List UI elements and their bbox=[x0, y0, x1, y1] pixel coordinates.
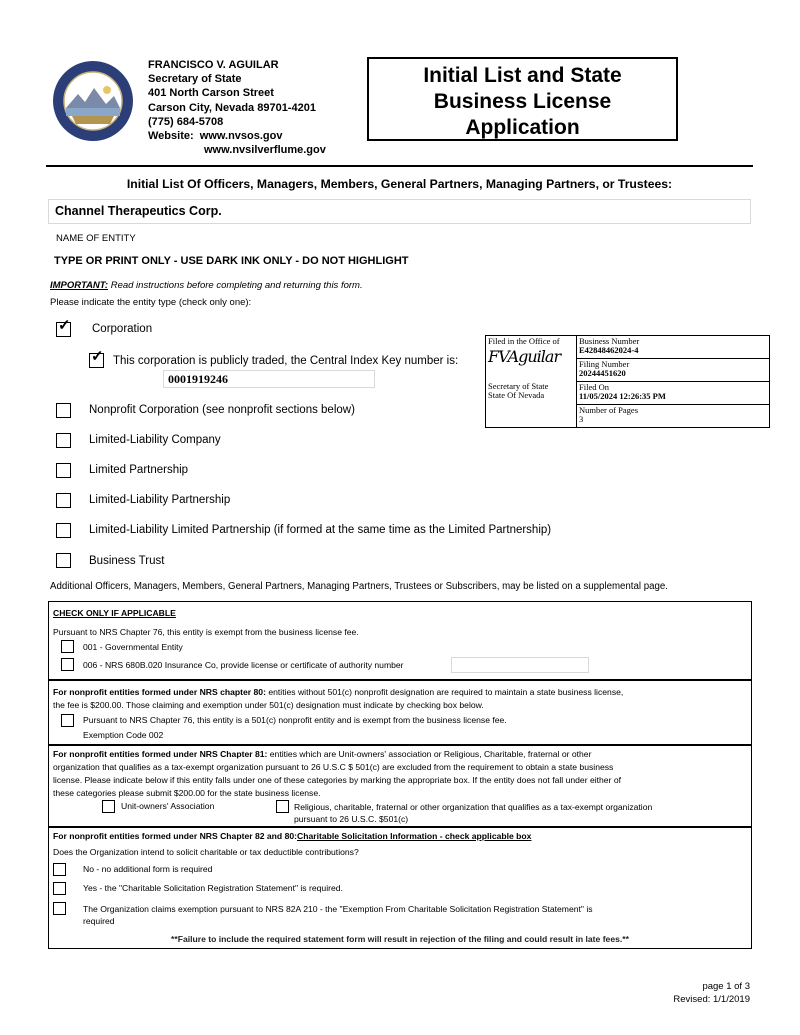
exempt-006-label: 006 - NRS 680B.020 Insurance Co, provide license or certificate of authority number bbox=[83, 660, 404, 670]
cik-value: 0001919246 bbox=[168, 372, 228, 386]
nonprofit-label: Nonprofit Corporation (see nonprofit sections below) bbox=[89, 404, 355, 416]
entity-name-label: NAME OF ENTITY bbox=[56, 233, 136, 244]
stamp-pages-label: Number of Pages bbox=[579, 405, 639, 415]
stamp-signature: FVAguilar bbox=[488, 346, 561, 366]
address-line2: Carson City, Nevada 89701-4201 bbox=[148, 101, 316, 114]
website-link-1[interactable]: www.nvsos.gov bbox=[199, 130, 283, 143]
entity-name-value: Channel Therapeutics Corp. bbox=[55, 204, 222, 218]
revised-date: Revised: 1/1/2019 bbox=[673, 994, 750, 1005]
business-trust-checkbox[interactable] bbox=[56, 553, 71, 568]
nonprofit80-option: Pursuant to NRS Chapter 76, this entity is a 501(c) nonprofit entity and is exempt from the business license fee. bbox=[83, 715, 507, 725]
stamp-filing-number-label: Filing Number bbox=[579, 358, 630, 369]
state-seal bbox=[52, 60, 134, 142]
exempt-001-label: 001 - Governmental Entity bbox=[83, 642, 183, 652]
license-number-field[interactable] bbox=[451, 657, 589, 673]
nonprofit81-heading: For nonprofit entities formed under NRS Chapter 81: bbox=[53, 749, 268, 759]
publicly-traded-checkbox[interactable] bbox=[89, 348, 104, 368]
stamp-filed-in: Filed in the Office of bbox=[488, 336, 560, 346]
unit-owners-label: Unit-owners' Association bbox=[121, 801, 215, 811]
nonprofit81-text: For nonprofit entities formed under NRS Chapter 81: entities which are Unit-owners' association or Religious, Charitable, fraternal or other organization that qualifies as a tax-exempt organization pursuant to 26 U.S.C $ 501(c) are excluded from the requirement to obtain a state business license. Please indicate below if this entity falls under one of these categories by marking the appropriate box. If the entity does not fall under either of these categories please submit $200.00 for the state business license. bbox=[53, 749, 621, 798]
charitable-yes-label: Yes - the "Charitable Solicitation Registration Statement" is required. bbox=[83, 883, 343, 893]
religious-label: Religious, charitable, fraternal or other organization that qualifies as a tax-exempt organization pursuant to 26 U.S.C. $501(c) bbox=[294, 802, 653, 824]
footer bbox=[673, 980, 750, 1006]
stamp-filing-number: 20244451620 bbox=[579, 367, 626, 378]
form-title-line2: Business License bbox=[433, 90, 612, 113]
officer-name: FRANCISCO V. AGUILAR bbox=[148, 59, 279, 71]
unit-owners-checkbox[interactable] bbox=[102, 800, 115, 813]
publicly-traded-label: This corporation is publicly traded, the Central Index Key number is: bbox=[113, 355, 459, 367]
page-number: page 1 of 3 bbox=[702, 981, 750, 992]
officer-title: Secretary of State bbox=[148, 73, 242, 86]
lllp-label: Limited-Liability Limited Partnership (if formed at the same time as the Limited Partnership) bbox=[89, 524, 552, 536]
charitable-exempt-label: The Organization claims exemption pursuant to NRS 82A 210 - the "Exemption From Charitable Solicitation Registration Statement" is required bbox=[83, 904, 593, 926]
religious-checkbox[interactable] bbox=[276, 800, 289, 813]
stamp-filed-on: 11/05/2024 12:26:35 PM bbox=[579, 390, 666, 401]
stamp-business-number-label: Business Number bbox=[579, 336, 640, 346]
cik-field[interactable] bbox=[163, 370, 375, 388]
stamp-pages: 3 bbox=[579, 413, 584, 424]
form-title-line1: Initial List and State bbox=[423, 64, 622, 87]
list-heading: Initial List Of Officers, Managers, Members, General Partners, Managing Partners, or Trustees: bbox=[126, 177, 673, 191]
stamp-filed-on-label: Filed On bbox=[579, 381, 609, 392]
nonprofit80-heading: For nonprofit entities formed under NRS chapter 80: bbox=[53, 687, 266, 697]
nonprofit80-section bbox=[48, 680, 752, 745]
charitable-section bbox=[48, 827, 752, 949]
supplemental-note: Additional Officers, Managers, Members, General Partners, Managing Partners, Trustees or Subscribers, may be listed on a supplemental page. bbox=[50, 581, 668, 592]
corporation-label: Corporation bbox=[92, 323, 153, 335]
charitable-yes-checkbox[interactable] bbox=[53, 882, 66, 895]
llp-checkbox[interactable] bbox=[56, 493, 71, 508]
check-mark-icon: ✓ bbox=[91, 348, 104, 365]
filing-stamp bbox=[485, 335, 770, 428]
business-trust-label: Business Trust bbox=[89, 555, 165, 567]
exemptions-heading: CHECK ONLY IF APPLICABLE bbox=[53, 608, 176, 618]
check-mark-icon: ✓ bbox=[58, 317, 71, 334]
stamp-sec-state: Secretary of State bbox=[488, 381, 549, 392]
important-notice bbox=[50, 280, 363, 291]
charitable-warning: **Failure to include the required statement form will result in rejection of the filing and could result in late fees.** bbox=[171, 934, 629, 944]
important-text: Read instructions before completing and returning this form. bbox=[108, 280, 363, 291]
nonprofit80-exemption-code: Exemption Code 002 bbox=[83, 730, 164, 740]
stamp-state-of: State Of Nevada bbox=[488, 390, 545, 401]
nonprofit80-checkbox[interactable] bbox=[61, 714, 74, 727]
exemptions-intro: Pursuant to NRS Chapter 76, this entity is exempt from the business license fee. bbox=[53, 627, 359, 637]
entity-type-prompt: Please indicate the entity type (check only one): bbox=[50, 297, 252, 308]
form-title-box bbox=[367, 57, 678, 141]
address-line1: 401 North Carson Street bbox=[148, 87, 274, 100]
lp-checkbox[interactable] bbox=[56, 463, 71, 478]
important-label: IMPORTANT: bbox=[50, 280, 109, 291]
nonprofit-checkbox[interactable] bbox=[56, 403, 71, 418]
stamp-business-number: E42848462024-4 bbox=[579, 344, 639, 355]
website-label: Website: bbox=[148, 130, 194, 143]
charitable-heading: For nonprofit entities formed under NRS Chapter 82 and 80:Charitable Solicitation Information - check applicable box bbox=[53, 831, 532, 841]
phone: (775) 684-5708 bbox=[148, 115, 224, 128]
form-title-line3: Application bbox=[465, 116, 580, 139]
entity-name-field[interactable] bbox=[48, 199, 751, 224]
llc-label: Limited-Liability Company bbox=[89, 434, 221, 446]
website-link-2[interactable]: www.nvsilverflume.gov bbox=[204, 144, 326, 157]
lllp-checkbox[interactable] bbox=[56, 523, 71, 538]
llp-label: Limited-Liability Partnership bbox=[89, 494, 231, 506]
exempt-001-checkbox[interactable] bbox=[61, 640, 74, 653]
header-divider bbox=[46, 165, 753, 167]
llc-checkbox[interactable] bbox=[56, 433, 71, 448]
lp-label: Limited Partnership bbox=[89, 464, 189, 476]
charitable-no-label: No - no additional form is required bbox=[83, 864, 213, 874]
charitable-exempt-checkbox[interactable] bbox=[53, 902, 66, 915]
exemptions-section bbox=[48, 601, 752, 680]
nonprofit80-text: For nonprofit entities formed under NRS chapter 80: entities without 501(c) nonprofit designation are required to maintain a state business license, the fee is $200.00. Those claiming and exemption under 501(c) designation must indicate by checking box below. bbox=[53, 687, 624, 710]
ink-notice: TYPE OR PRINT ONLY - USE DARK INK ONLY - DO NOT HIGHLIGHT bbox=[54, 255, 409, 267]
officer-block bbox=[148, 58, 326, 157]
nonprofit81-section bbox=[48, 745, 752, 827]
charitable-no-checkbox[interactable] bbox=[53, 863, 66, 876]
charitable-question: Does the Organization intend to solicit charitable or tax deductible contributions? bbox=[53, 847, 359, 857]
corporation-checkbox[interactable] bbox=[56, 317, 71, 337]
exempt-006-checkbox[interactable] bbox=[61, 658, 74, 671]
